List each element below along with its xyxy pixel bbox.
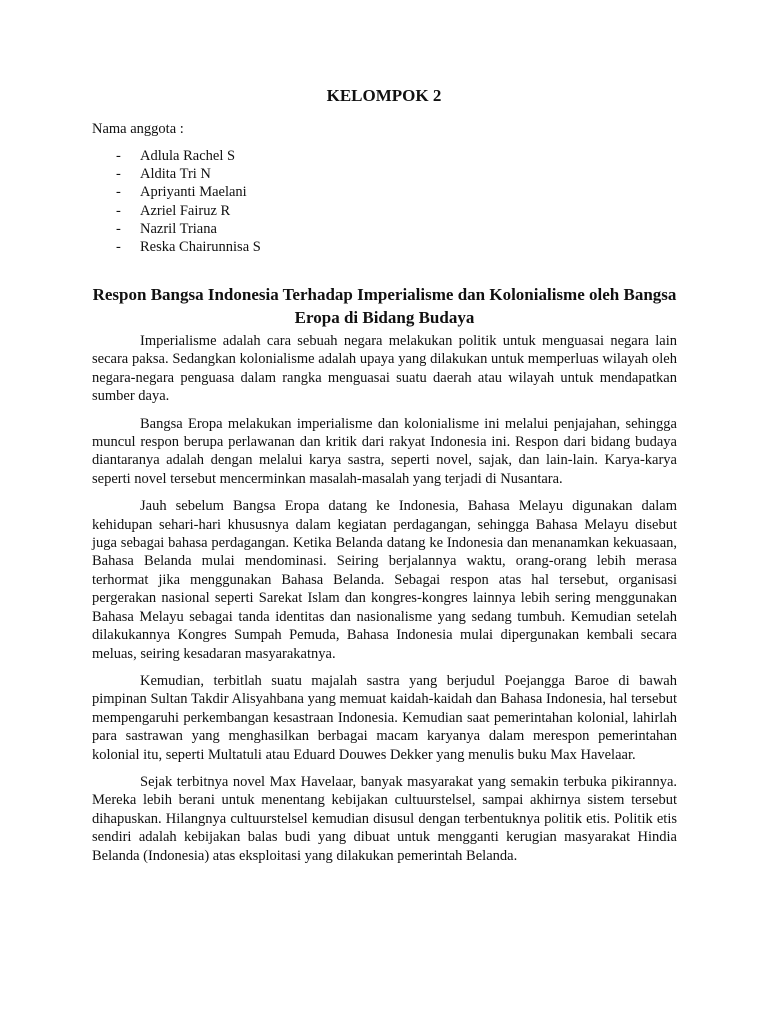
members-label: Nama anggota : — [92, 121, 184, 137]
list-dash: - — [116, 148, 121, 164]
body-paragraph: Imperialisme adalah cara sebuah negara melakukan politik untuk menguasai negara lain secara paksa. Sedangkan kolonialisme adalah upaya yang dilakukan untuk memperluas wilayah oleh negara-negara penguasa dalam rangka menguasai suatu daerah atau wilayah untuk mendapatkan sumber daya. — [92, 333, 677, 405]
member-name: Nazril Triana — [140, 220, 217, 237]
list-dash: - — [116, 202, 121, 219]
member-name: Adlula Rachel S — [140, 148, 236, 164]
body-paragraph: Jauh sebelum Bangsa Eropa datang ke Indonesia, Bahasa Melayu digunakan dalam kehidupan sehari-hari khususnya dalam kegiatan perdagangan, sehingga Bahasa Melayu disebut juga sebagai bahasa perdagangan. Ketika Belanda datang ke Indonesia dan menanamkan kekuasaan, Bahasa Belanda mulai mendominasi. Seiring berjalannya waktu, orang-orang lebih merasa terhormat jika menggunakan Bahasa Belanda. Sebagai respon atas hal tersebut, organisasi pergerakan nasional seperti Sarekat Islam dan kongres-kongres lainnya lebih sering menggunakan Bahasa Melayu sebagai tanda identitas dan nasionalisme yang sedang tumbuh. Kemudian setelah dilakukannya Kongres Sumpah Pemuda, Bahasa Indonesia mulai dipergunakan kembali secara meluas, seiring kesadaran masyarakatnya. — [92, 498, 677, 662]
body-paragraph: Kemudian, terbitlah suatu majalah sastra yang berjudul Poejangga Baroe di bawah pimpinan Sultan Takdir Alisyahbana yang memuat kaidah-kaidah dan Bahasa Indonesia, hal tersebut mempengaruhi perkembangan kesastraan Indonesia. Kemudian saat pemerintahan kolonial, lahirlah para sastrawan yang menghasilkan berbagai macam karyanya dalam merespon pemerintahan kolonial itu, seperti Multatuli atau Eduard Douwes Dekker yang menulis buku Max Havelaar. — [92, 672, 677, 763]
list-dash: - — [116, 220, 121, 237]
essay-heading: Respon Bangsa Indonesia Terhadap Imperialisme dan Kolonialisme oleh Bangsa Eropa di Bidang Budaya — [92, 285, 677, 327]
member-name: Reska Chairunnisa S — [140, 238, 261, 255]
essay-body — [92, 332, 677, 874]
document-title: KELOMPOK 2 — [326, 86, 442, 105]
body-paragraph: Bangsa Eropa melakukan imperialisme dan kolonialisme ini melalui penjajahan, sehingga muncul respon berupa perlawanan dan kritik dari rakyat Indonesia ini. Respon dari bidang budaya diantaranya adalah dengan melalui karya sastra, seperti novel, sajak, dan lain-lain. Karya-karya seperti novel tersebut mencerminkan masalah-masalah yang terjadi di Nusantara. — [92, 415, 677, 487]
member-item — [116, 165, 261, 183]
member-item — [116, 202, 261, 220]
list-dash: - — [116, 166, 121, 183]
member-item — [116, 183, 261, 201]
list-dash: - — [116, 238, 121, 255]
member-item — [116, 220, 261, 238]
member-item — [116, 238, 261, 256]
list-dash: - — [116, 184, 121, 201]
member-name: Aldita Tri N — [140, 166, 211, 183]
members-list — [116, 147, 261, 256]
member-item — [116, 147, 261, 165]
member-name: Apriyanti Maelani — [140, 184, 247, 201]
body-paragraph: Sejak terbitnya novel Max Havelaar, banyak masyarakat yang semakin terbuka pikirannya. Mereka lebih berani untuk menentang kebijakan cultuurstelsel, sampai akhirnya sistem tersebut dihapuskan. Hilangnya cultuurstelsel kemudian disusul dengan terbentuknya politik etis. Politik etis sendiri adalah kebijakan balas budi yang dibuat untuk mengganti kerugian masyarakat Hindia Belanda (Indonesia) atas eksploitasi yang dilakukan pemerintah Belanda. — [92, 773, 677, 864]
member-name: Azriel Fairuz R — [140, 202, 231, 219]
